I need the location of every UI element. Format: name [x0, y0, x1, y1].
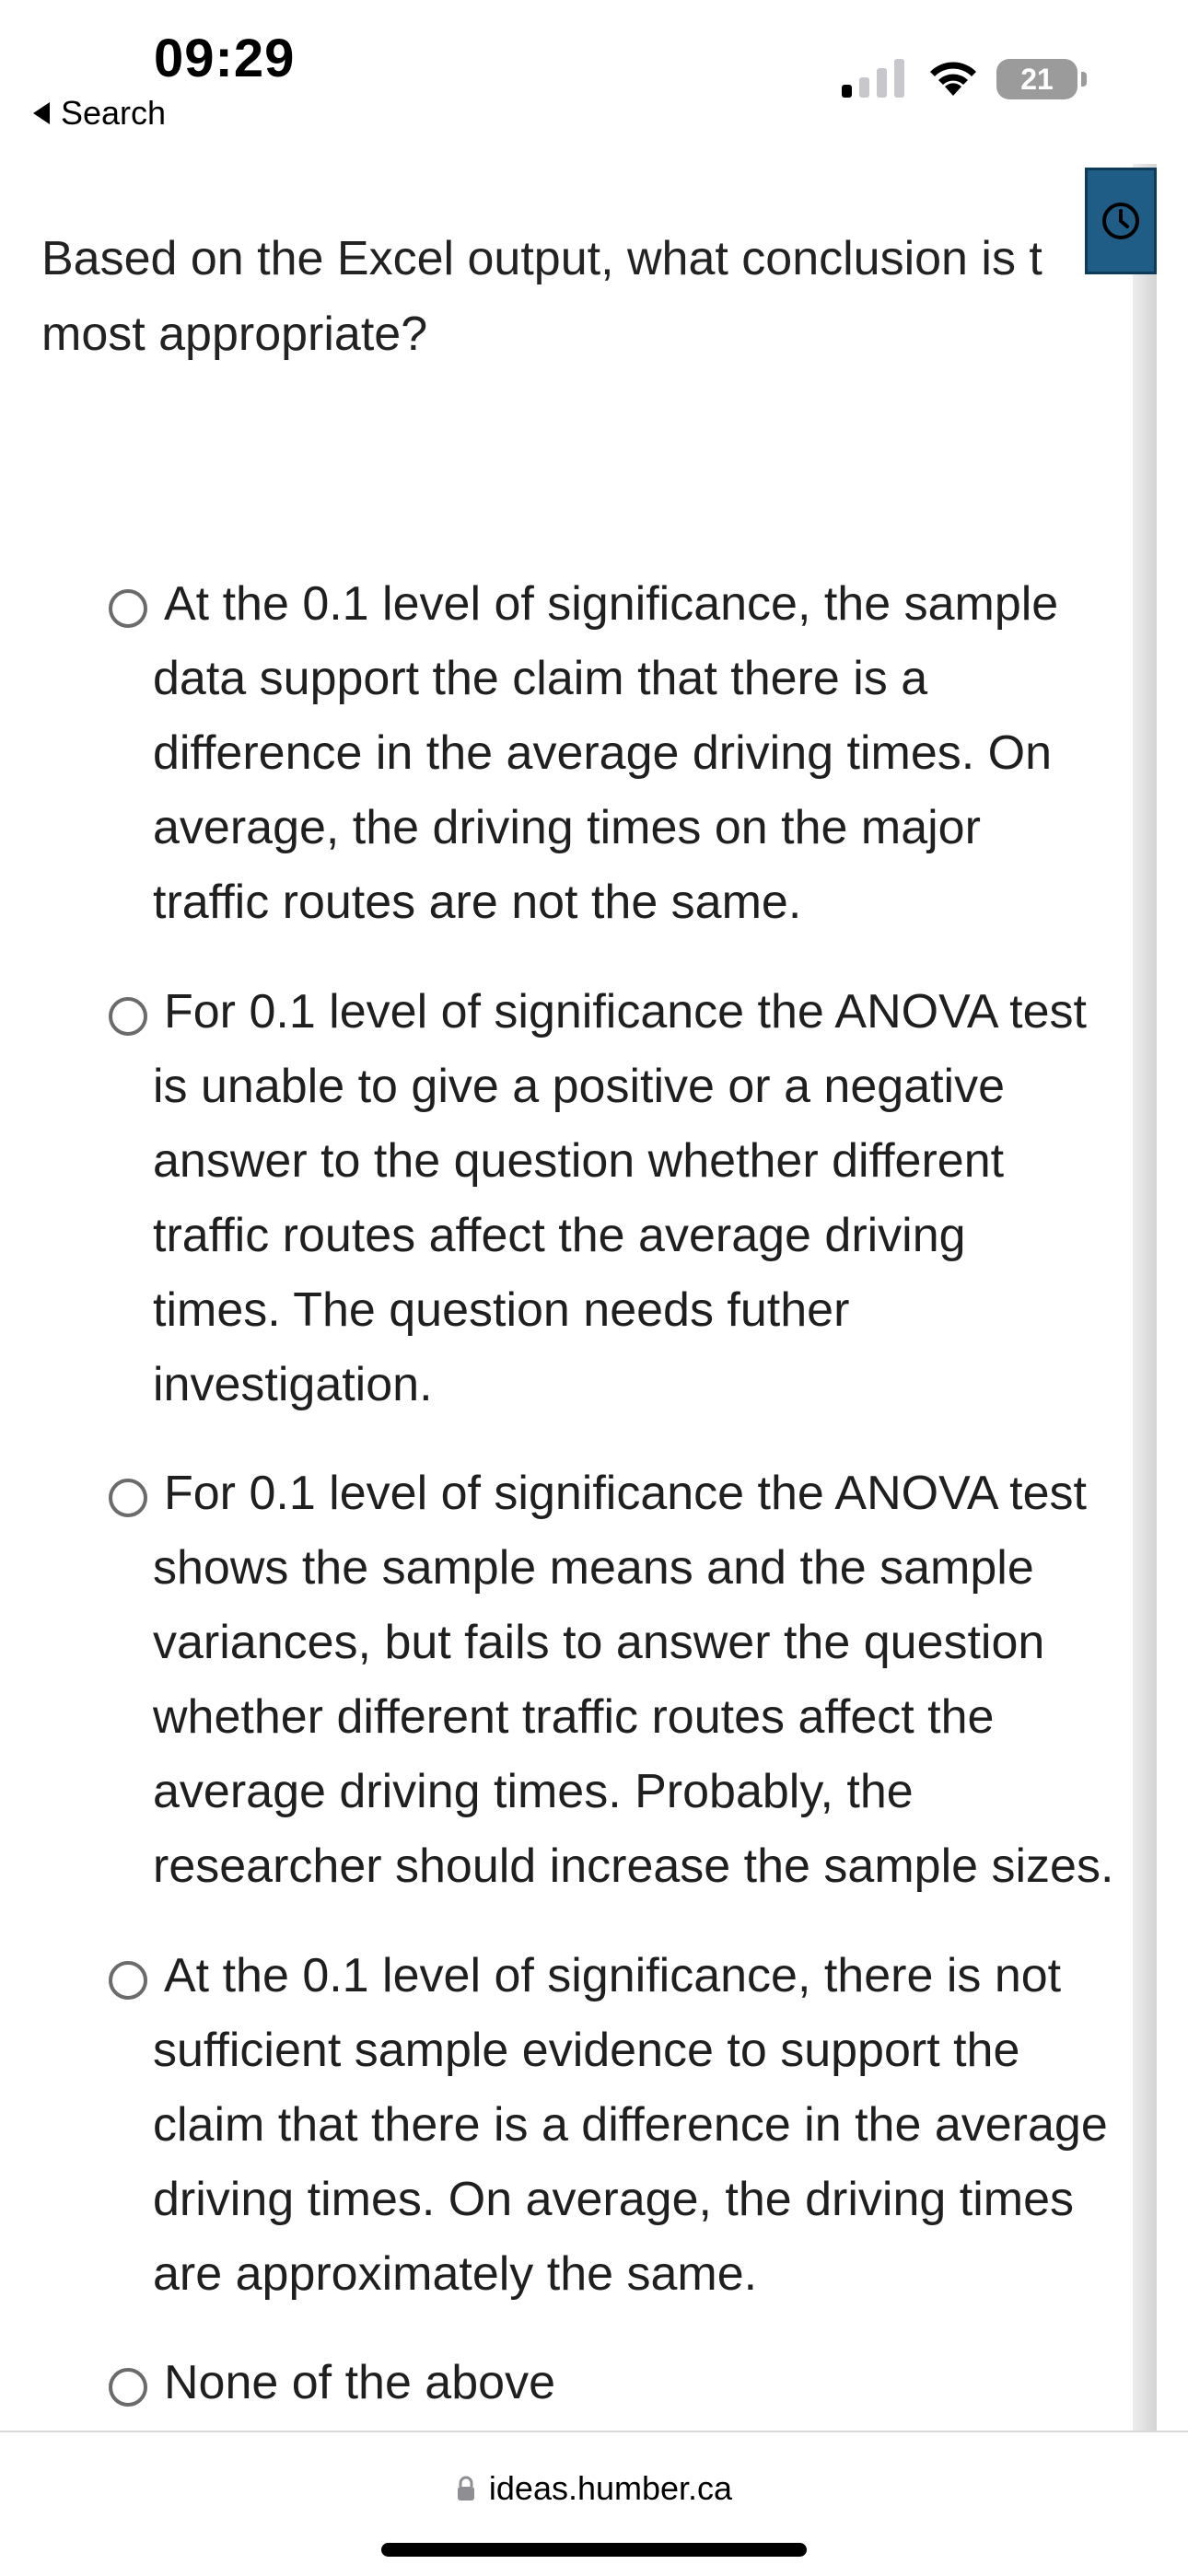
signal-bar — [877, 68, 887, 98]
option-line: answer to the question whether different — [153, 1134, 1005, 1188]
option-text — [153, 1456, 1188, 1904]
cellular-signal-icon — [842, 59, 906, 98]
back-label: Search — [61, 94, 167, 132]
option-line: sufficient sample evidence to support the — [153, 2024, 1020, 2077]
answer-option-2[interactable] — [109, 975, 1149, 1422]
option-text — [153, 975, 1188, 1422]
option-line: times. The question needs futher — [153, 1283, 850, 1337]
option-line: driving times. On average, the driving times — [153, 2173, 1074, 2226]
option-line: investigation. — [153, 1358, 433, 1411]
answer-option-3[interactable] — [109, 1456, 1149, 1904]
option-line: For 0.1 level of significance the ANOVA test — [164, 985, 1087, 1039]
option-line: traffic routes are not the same. — [153, 876, 802, 929]
battery-icon — [996, 59, 1077, 99]
radio-button-icon[interactable] — [109, 589, 147, 628]
signal-bar — [859, 77, 869, 98]
option-line: whether different traffic routes affect the — [153, 1690, 995, 1744]
option-text — [153, 2346, 1188, 2420]
option-line: At the 0.1 level of significance, there is not — [164, 1949, 1062, 2002]
question-line: Based on the Excel output, what conclusion is t — [41, 232, 1042, 285]
option-line: average, the driving times on the major — [153, 801, 981, 854]
answer-option-1[interactable] — [109, 567, 1149, 940]
answer-option-5[interactable] — [109, 2346, 1149, 2420]
option-text — [153, 567, 1188, 940]
browser-bottom-bar — [0, 2431, 1188, 2576]
option-line: None of the above — [164, 2356, 555, 2409]
status-bar — [0, 0, 1188, 138]
back-triangle-icon — [33, 102, 50, 124]
option-line: variances, but fails to answer the question — [153, 1616, 1045, 1669]
option-line: shows the sample means and the sample — [153, 1541, 1034, 1595]
radio-button-icon[interactable] — [109, 1961, 147, 2000]
question-line: most appropriate? — [41, 307, 428, 361]
option-line: is unable to give a positive or a negative — [153, 1060, 1006, 1113]
signal-bar — [842, 85, 852, 98]
option-line: average driving times. Probably, the — [153, 1765, 914, 1818]
option-line: data support the claim that there is a — [153, 652, 928, 705]
option-line: claim that there is a difference in the average — [153, 2098, 1108, 2152]
radio-button-icon[interactable] — [109, 1479, 147, 1517]
question-text — [41, 221, 1101, 372]
wifi-icon — [925, 55, 982, 98]
clock: 09:29 — [154, 29, 296, 88]
option-line: are approximately the same. — [153, 2247, 758, 2301]
radio-button-icon[interactable] — [109, 997, 147, 1036]
battery-level: 21 — [1020, 62, 1054, 96]
home-indicator[interactable] — [381, 2543, 807, 2557]
option-line: difference in the average driving times. On — [153, 726, 1053, 780]
option-text — [153, 1939, 1188, 2312]
lock-icon — [456, 2476, 476, 2501]
clock-icon — [1100, 200, 1142, 242]
battery-nub — [1081, 72, 1087, 87]
option-line: traffic routes affect the average driving — [153, 1209, 966, 1262]
back-to-search-link[interactable] — [33, 94, 166, 133]
answer-option-4[interactable] — [109, 1939, 1149, 2312]
option-line: For 0.1 level of significance the ANOVA test — [164, 1467, 1087, 1520]
url-text: ideas.humber.ca — [488, 2469, 733, 2507]
option-line: researcher should increase the sample sizes. — [153, 1839, 1114, 1893]
option-line: At the 0.1 level of significance, the sample — [164, 577, 1059, 631]
url-field[interactable] — [0, 2469, 1188, 2508]
radio-button-icon[interactable] — [109, 2368, 147, 2407]
signal-bar — [894, 59, 904, 98]
